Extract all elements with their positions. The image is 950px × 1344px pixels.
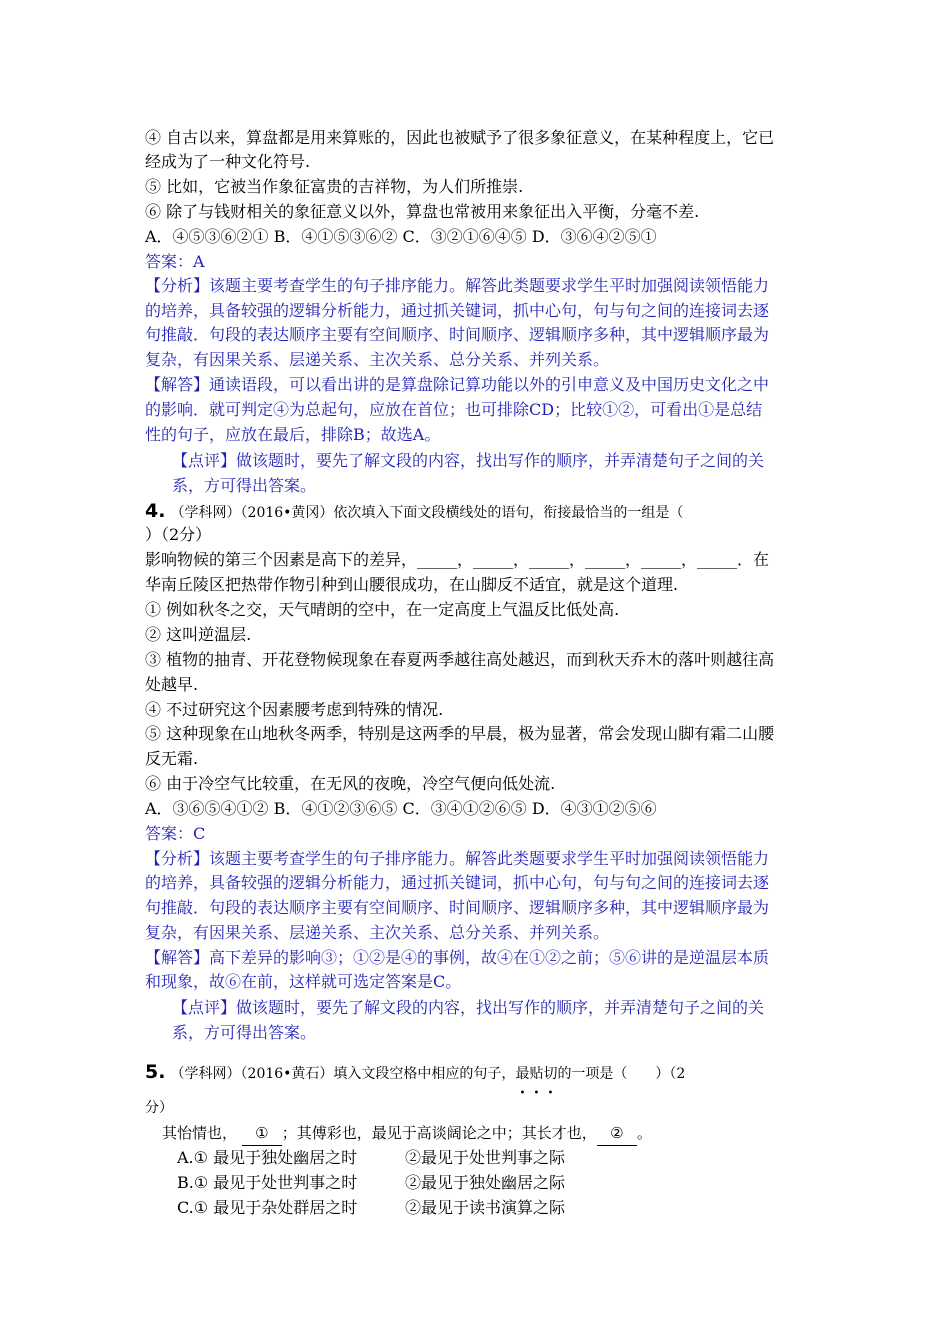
q5-option-b-2: ②最见于独处幽居之际 — [405, 1173, 566, 1192]
q5-option-a-1: A.① 最见于独处幽居之时 — [177, 1148, 358, 1167]
q4-analysis-1: 【分析】该题主要考查学生的句子排序能力。解答此类题要求学生平时加强阅读领悟能力 — [145, 849, 770, 868]
q3-analysis-1: 【分析】该题主要考查学生的句子排序能力。解答此类题要求学生平时加强阅读领悟能力 — [145, 276, 770, 295]
q4-item-4: ④ 不过研究这个因素腰考虑到特殊的情况. — [145, 700, 444, 719]
q5-header — [145, 1058, 805, 1086]
q4-item-5-cont: 反无霜. — [145, 749, 199, 768]
q3-item-4: ④ 自古以来，算盘都是用来算账的，因此也被赋予了很多象征意义，在某种程度上，它已 — [145, 128, 775, 147]
q5-option-a — [177, 1146, 837, 1170]
q5-passage — [162, 1121, 822, 1145]
q4-solution-1: 【解答】高下差异的影响③；①②是④的事例，故④在①②之前；⑤⑥讲的是逆温层本质 — [145, 948, 770, 967]
q4-comment-2: 系，方可得出答案。 — [172, 1023, 317, 1042]
q3-solution-3: 性的句子，应放在最后，排除B；故选A。 — [145, 425, 441, 444]
q5-option-c-1: C.① 最见于杂处群居之时 — [177, 1198, 358, 1217]
q3-comment-2: 系，方可得出答案。 — [172, 476, 317, 495]
q5-option-b — [177, 1171, 837, 1195]
q5-emph-1: 最 — [515, 1066, 530, 1082]
q3-options: A．④⑤③⑥②① B．④①⑤③⑥② C．③②①⑥④⑤ D．③⑥④②⑤① — [145, 227, 657, 246]
q5-header-cont: 分） — [145, 1100, 173, 1116]
q4-item-3-cont: 处越早. — [145, 675, 199, 694]
q4-item-1: ① 例如秋冬之交，天气晴朗的空中，在一定高度上气温反比低处高. — [145, 600, 620, 619]
q4-options: A．③⑥⑤④①② B．④①②③⑥⑤ C．③④①②⑥⑤ D．④③①②⑤⑥ — [145, 799, 657, 818]
q3-solution-2: 的影响．就可判定④为总起句，应放在首位；也可排除CD；比较①②，可看出①是总结 — [145, 400, 763, 419]
q4-answer: 答案：C — [145, 824, 206, 843]
q4-item-6: ⑥ 由于冷空气比较重，在无风的夜晚，冷空气便向低处流. — [145, 774, 556, 793]
q5-option-b-1: B.① 最见于处世判事之时 — [177, 1173, 358, 1192]
q3-item-6: ⑥ 除了与钱财相关的象征意义以外，算盘也常被用来象征出入平衡，分毫不差. — [145, 202, 700, 221]
q5-option-a-2: ②最见于处世判事之际 — [405, 1148, 566, 1167]
q4-header-text: （学科网）（2016•黄冈）依次填入下面文段横线处的语句，衔接最恰当的一组是（ — [170, 505, 684, 521]
q4-passage-1: 影响物候的第三个因素是高下的差异，_____，_____，_____，_____，_____，_____．在 — [145, 550, 770, 569]
q4-comment-1: 【点评】做该题时，要先了解文段的内容，找出写作的顺序，并弄清楚句子之间的关 — [172, 998, 765, 1017]
q5-passage-c: 。 — [636, 1124, 652, 1142]
q5-emph-3: 切 — [543, 1066, 558, 1082]
q4-solution-2: 和现象，故⑥在前，这样就可选定答案是C。 — [145, 972, 462, 991]
q4-passage-2: 华南丘陵区把热带作物引种到山腰很成功，在山脚反不适宜，就是这个道理. — [145, 575, 679, 594]
q3-answer: 答案：A — [145, 252, 205, 271]
q3-analysis-4: 复杂，有因果关系、层递关系、主次关系、总分关系、并列关系。 — [145, 350, 610, 369]
q5-option-c-2: ②最见于读书演算之际 — [405, 1198, 566, 1217]
q5-passage-a: 其怡情也， — [162, 1124, 238, 1142]
q5-blank-2: ② — [597, 1121, 637, 1146]
q4-header — [145, 499, 805, 523]
q4-analysis-4: 复杂，有因果关系、层递关系、主次关系、总分关系、并列关系。 — [145, 923, 610, 942]
q4-analysis-2: 的培养，具备较强的逻辑分析能力，通过抓关键词，抓中心句，句与句之间的连接词去逐 — [145, 873, 770, 892]
q4-item-2: ② 这叫逆温层. — [145, 625, 252, 644]
q4-item-3: ③ 植物的抽青、开花登物候现象在春夏两季越往高处越迟，而到秋天乔木的落叶则越往高 — [145, 650, 775, 669]
q3-item-5: ⑤ 比如，它被当作象征富贵的吉祥物，为人们所推崇. — [145, 177, 524, 196]
q3-analysis-3: 句推敲．句段的表达顺序主要有空间顺序、时间顺序、逻辑顺序多种，其中逻辑顺序最为 — [145, 325, 770, 344]
q5-passage-b: ；其傅彩也，最见于高谈阔论之中；其长才也， — [281, 1124, 597, 1142]
q5-number: 5. — [145, 1061, 166, 1083]
q4-number: 4. — [145, 500, 166, 522]
q5-blank-1: ① — [242, 1121, 282, 1146]
q4-header-cont: ）（2分） — [145, 525, 212, 544]
q5-option-c — [177, 1196, 837, 1220]
q3-analysis-2: 的培养，具备较强的逻辑分析能力，通过抓关键词，抓中心句，句与句之间的连接词去逐 — [145, 301, 770, 320]
q3-comment-1: 【点评】做该题时，要先了解文段的内容，找出写作的顺序，并弄清楚句子之间的关 — [172, 451, 765, 470]
q4-analysis-3: 句推敲．句段的表达顺序主要有空间顺序、时间顺序、逻辑顺序多种，其中逻辑顺序最为 — [145, 898, 770, 917]
q4-item-5: ⑤ 这种现象在山地秋冬两季，特别是这两季的早晨，极为显著，常会发现山脚有霜二山腰 — [145, 724, 775, 743]
q5-header-post: 的一项是（ ）（2 — [557, 1066, 686, 1082]
q3-item-4-cont: 经成为了一种文化符号. — [145, 152, 311, 171]
q5-emph-2: 贴 — [529, 1066, 544, 1082]
q5-header-pre: （学科网）（2016•黄石）填入文段空格中相应的句子， — [170, 1066, 516, 1082]
q3-solution-1: 【解答】通读语段，可以看出讲的是算盘除记算功能以外的引申意义及中国历史文化之中 — [145, 375, 770, 394]
